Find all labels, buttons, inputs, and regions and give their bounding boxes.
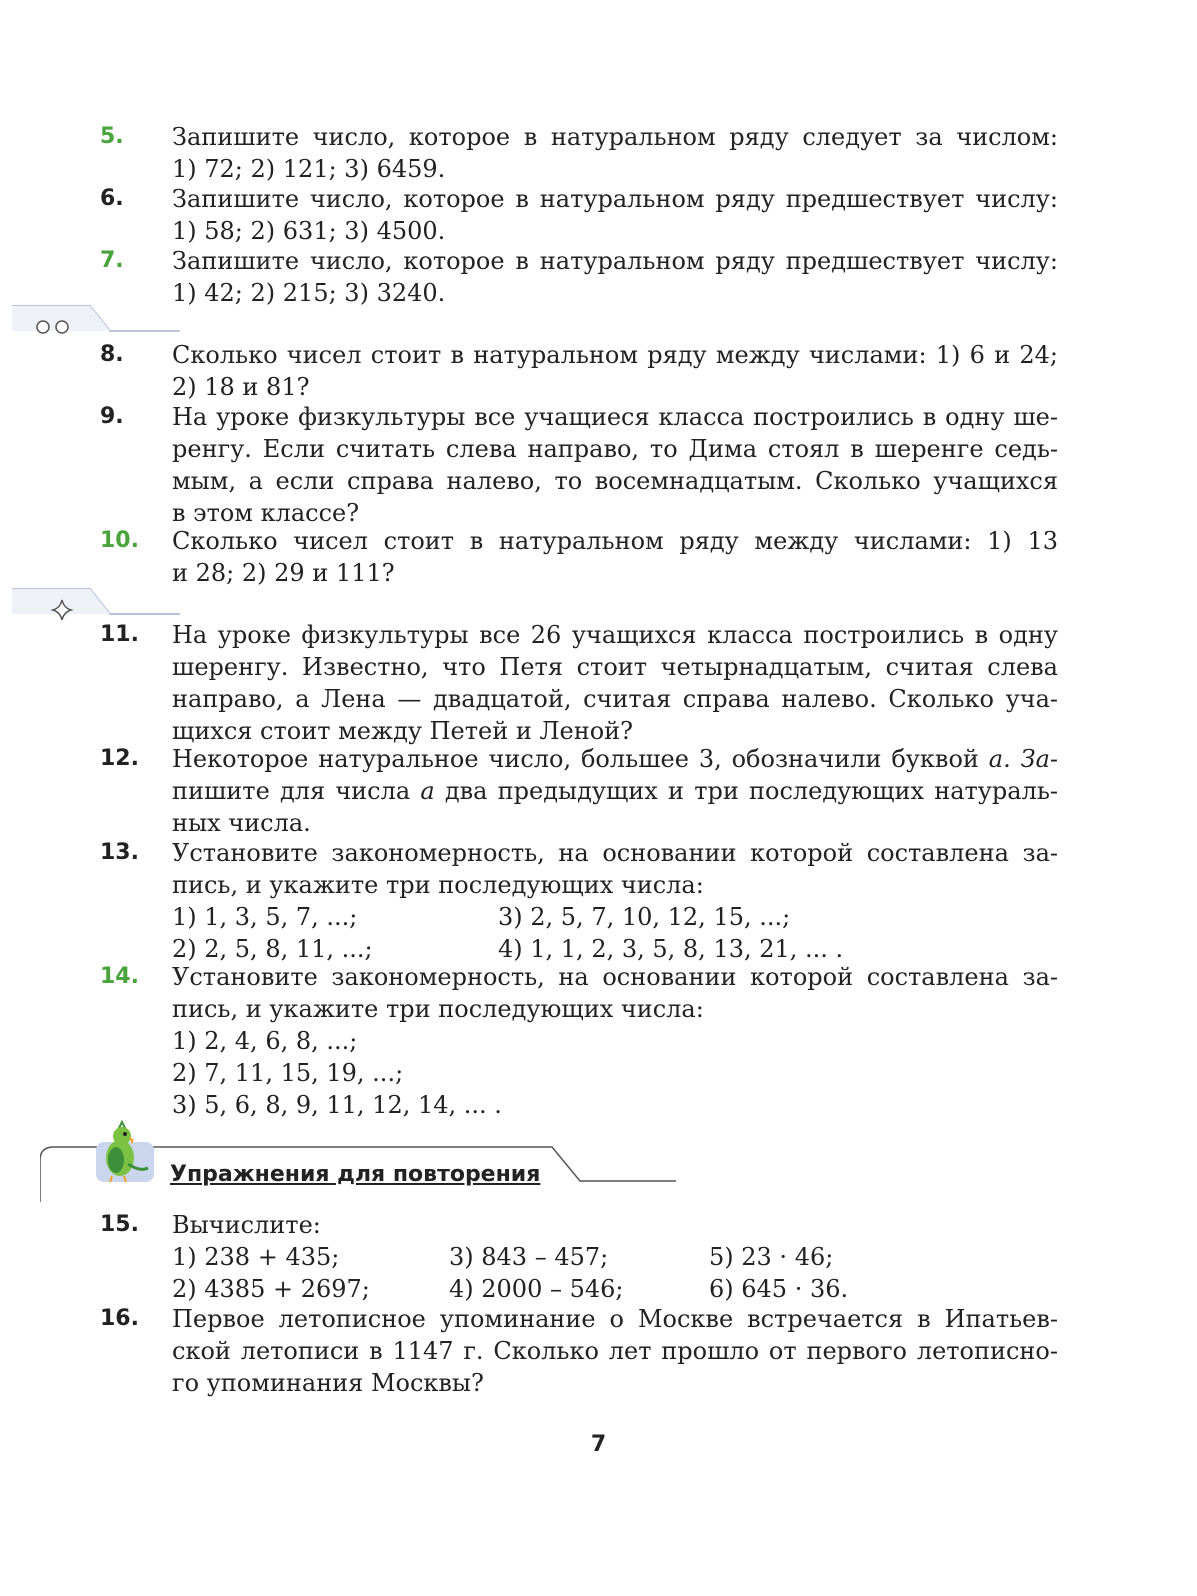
exercise-8 xyxy=(100,339,1060,403)
exercise-number: 10. xyxy=(100,528,139,553)
text-line: Установите закономерность, на основании которой составлена за- xyxy=(172,963,1058,991)
answer-row xyxy=(172,901,1058,933)
text-line: щихся стоит между Петей и Леной? xyxy=(172,717,634,745)
list-item: 3) 5, 6, 8, 9, 11, 12, 14, ... . xyxy=(172,1091,502,1119)
text-line: На уроке физкультуры все 26 учащихся класса построились в одну xyxy=(172,621,1058,649)
exercise-number: 11. xyxy=(100,622,139,647)
exercise-text xyxy=(172,1209,1058,1305)
exercise-text xyxy=(172,401,1058,529)
text-line: мым, а если справа налево, то восемнадцатым. Сколько учащихся xyxy=(172,467,1058,495)
list-item: 4) 2000 – 546; xyxy=(449,1275,624,1303)
exercise-number: 6. xyxy=(100,186,124,211)
list-item: 4) 1, 1, 2, 3, 5, 8, 13, 21, ... . xyxy=(498,935,844,963)
exercise-text xyxy=(172,339,1058,403)
text-line: пись, и укажите три последующих числа: xyxy=(172,995,704,1023)
exercise-13 xyxy=(100,837,1060,965)
exercise-text xyxy=(172,1303,1058,1399)
variable-a: а xyxy=(420,777,435,805)
text-line: пись, и укажите три последующих числа: xyxy=(172,871,704,899)
text-fragment: а. За- xyxy=(988,745,1059,773)
text-line: На уроке физкультуры все учащиеся класса построились в одну ше- xyxy=(172,403,1058,431)
text-line: и 28; 2) 29 и 111? xyxy=(172,559,395,587)
page-number: 7 xyxy=(590,1432,607,1457)
exercise-text xyxy=(172,619,1058,747)
exercise-number: 16. xyxy=(100,1306,139,1331)
list-item: 2) 7, 11, 15, 19, ...; xyxy=(172,1059,404,1087)
list-item: 1) 1, 3, 5, 7, ...; xyxy=(172,903,358,931)
text-fragment: пишите для числа xyxy=(172,777,411,805)
text-line xyxy=(172,743,1058,775)
text-line: ской летописи в 1147 г. Сколько лет прошло от первого летописно- xyxy=(172,1337,1058,1365)
text-line: Запишите число, которое в натуральном ряду предшествует числу: xyxy=(172,185,1058,213)
exercise-12 xyxy=(100,743,1060,839)
text-line: Вычислите: xyxy=(172,1211,321,1239)
list-item: 3) 2, 5, 7, 10, 12, 15, ...; xyxy=(498,903,791,931)
exercise-number: 15. xyxy=(100,1212,139,1237)
list-item: 2) 2, 5, 8, 11, ...; xyxy=(172,935,373,963)
text-line: 2) 18 и 81? xyxy=(172,373,310,401)
exercise-text xyxy=(172,245,1058,309)
list-item: 6) 645 · 36. xyxy=(709,1275,849,1303)
exercise-number: 12. xyxy=(100,746,139,771)
exercise-number: 14. xyxy=(100,964,139,989)
answer-row xyxy=(172,1273,1058,1305)
exercise-15 xyxy=(100,1209,1060,1305)
exercise-number: 7. xyxy=(100,248,124,273)
text-line: ных числа. xyxy=(172,809,311,837)
answer-row xyxy=(172,1241,1058,1273)
exercise-10 xyxy=(100,525,1060,589)
text-line: Сколько чисел стоит в натуральном ряду между числами: 1) 6 и 24; xyxy=(172,341,1058,369)
text-line: Установите закономерность, на основании которой составлена за- xyxy=(172,839,1058,867)
exercise-text xyxy=(172,525,1058,589)
text-line: Запишите число, которое в натуральном ряду следует за числом: xyxy=(172,123,1058,151)
exercise-number: 8. xyxy=(100,342,124,367)
list-item: 1) 2, 4, 6, 8, ...; xyxy=(172,1027,358,1055)
exercise-text xyxy=(172,961,1058,1121)
exercise-number: 9. xyxy=(100,404,124,429)
exercise-text xyxy=(172,743,1058,839)
text-fragment: два предыдущих и три последующих натураль- xyxy=(444,777,1058,805)
exercise-text xyxy=(172,121,1058,185)
list-item: 2) 4385 + 2697; xyxy=(172,1275,370,1303)
exercise-text xyxy=(172,837,1058,965)
list-item: 1) 238 + 435; xyxy=(172,1243,340,1271)
text-line: 1) 72; 2) 121; 3) 6459. xyxy=(172,155,446,183)
exercise-number: 5. xyxy=(100,124,124,149)
section-title: Упражнения для повторения xyxy=(170,1162,541,1187)
text-line: го упоминания Москвы? xyxy=(172,1369,484,1397)
exercise-number: 13. xyxy=(100,840,139,865)
exercise-9 xyxy=(100,401,1060,529)
text-line: 1) 58; 2) 631; 3) 4500. xyxy=(172,217,446,245)
text-line: шеренгу. Известно, что Петя стоит четырнадцатым, считая слева xyxy=(172,653,1058,681)
text-line xyxy=(172,775,1058,807)
text-line: Первое летописное упоминание о Москве встречается в Ипатьев- xyxy=(172,1305,1058,1333)
text-line: Запишите число, которое в натуральном ряду предшествует числу: xyxy=(172,247,1058,275)
text-line: Сколько чисел стоит в натуральном ряду между числами: 1) 13 xyxy=(172,527,1058,555)
exercise-7 xyxy=(100,245,1060,309)
exercise-11 xyxy=(100,619,1060,747)
exercise-5 xyxy=(100,121,1060,185)
exercise-text xyxy=(172,183,1058,247)
exercise-16 xyxy=(100,1303,1060,1399)
exercise-6 xyxy=(100,183,1060,247)
list-item: 3) 843 – 457; xyxy=(449,1243,609,1271)
text-fragment: Некоторое натуральное число, большее 3, обозначили буквой xyxy=(172,745,979,773)
text-line: ренгу. Если считать слева направо, то Дима стоял в шеренге седь- xyxy=(172,435,1058,463)
difficulty-divider-level-2 xyxy=(12,305,182,341)
exercise-14 xyxy=(100,961,1060,1121)
text-line: 1) 42; 2) 215; 3) 3240. xyxy=(172,279,446,307)
text-line: направо, а Лена — двадцатой, считая справа налево. Сколько уча- xyxy=(172,685,1058,713)
text-line: в этом классе? xyxy=(172,499,360,527)
list-item: 5) 23 · 46; xyxy=(709,1243,834,1271)
